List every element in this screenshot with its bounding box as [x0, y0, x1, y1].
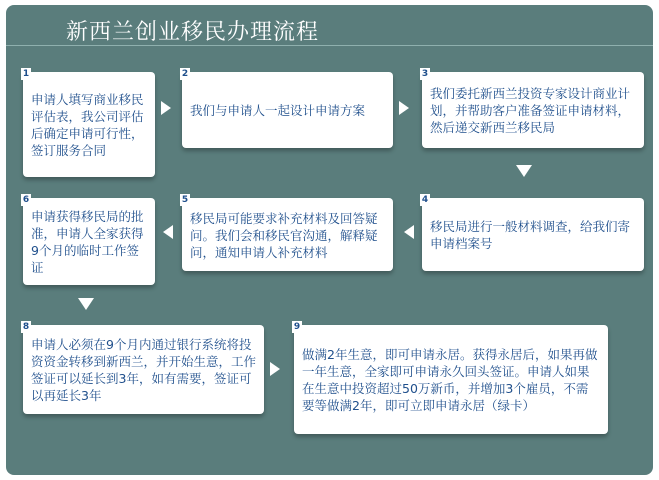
step-5-box — [182, 198, 393, 271]
step-1-number: 1 — [22, 69, 30, 79]
arrow-right-icon — [399, 101, 409, 115]
step-2-text: 我们与申请人一起设计申请方案 — [190, 103, 366, 118]
step-2-number: 2 — [181, 69, 189, 79]
diagram-title: 新西兰创业移民办理流程 — [66, 20, 320, 45]
step-3-box — [422, 72, 644, 148]
step-8-number: 8 — [22, 322, 30, 332]
step-9-number: 9 — [293, 322, 301, 332]
step-8-box — [23, 325, 264, 414]
step-2-box — [182, 72, 393, 148]
step-6-box — [23, 198, 155, 285]
step-4-text: 移民局进行一般材料调查，给我们寄申请档案号 — [430, 219, 631, 251]
step-6-text: 申请获得移民局的批准，申请人全家获得9个月的临时工作签证 — [31, 209, 144, 275]
title-divider — [6, 45, 653, 46]
step-3-number: 3 — [421, 69, 429, 79]
arrow-down-icon — [78, 298, 94, 310]
step-1-box — [23, 72, 155, 177]
arrow-down-icon — [516, 165, 532, 177]
arrow-left-icon — [163, 225, 173, 239]
step-4-number: 4 — [421, 195, 429, 205]
arrow-left-icon — [404, 225, 414, 239]
step-1-text: 申请人填写商业移民评估表，我公司评估后确定申请可行性，签订服务合同 — [31, 92, 144, 158]
step-3-text: 我们委托新西兰投资专家设计商业计划，并帮助客户准备签证申请材料，然后递交新西兰移民局 — [430, 86, 631, 135]
step-9-text: 做满2年生意，即可申请永居。获得永居后，如果再做一年生意，全家即可申请永久回头签证。申请人如果在生意中投资超过50万新币，并增加3个雇员，不需要等做满2年，即可立即申请永居（绿卡） — [302, 347, 598, 413]
step-6-number: 6 — [22, 195, 30, 205]
step-8-text: 申请人必须在9个月内通过银行系统将投资资金转移到新西兰，并开始生意，工作签证可以延长到3年，如有需要，签证可以再延长3年 — [31, 337, 257, 403]
arrow-right-icon — [161, 101, 171, 115]
step-9-box — [294, 325, 608, 434]
step-5-text: 移民局可能要求补充材料及回答疑问。我们会和移民官沟通，解释疑问，通知申请人补充材料 — [190, 210, 378, 260]
arrow-right-icon — [270, 362, 280, 376]
step-4-box — [422, 198, 644, 271]
step-5-number: 5 — [181, 195, 189, 205]
diagram-panel — [6, 5, 653, 475]
